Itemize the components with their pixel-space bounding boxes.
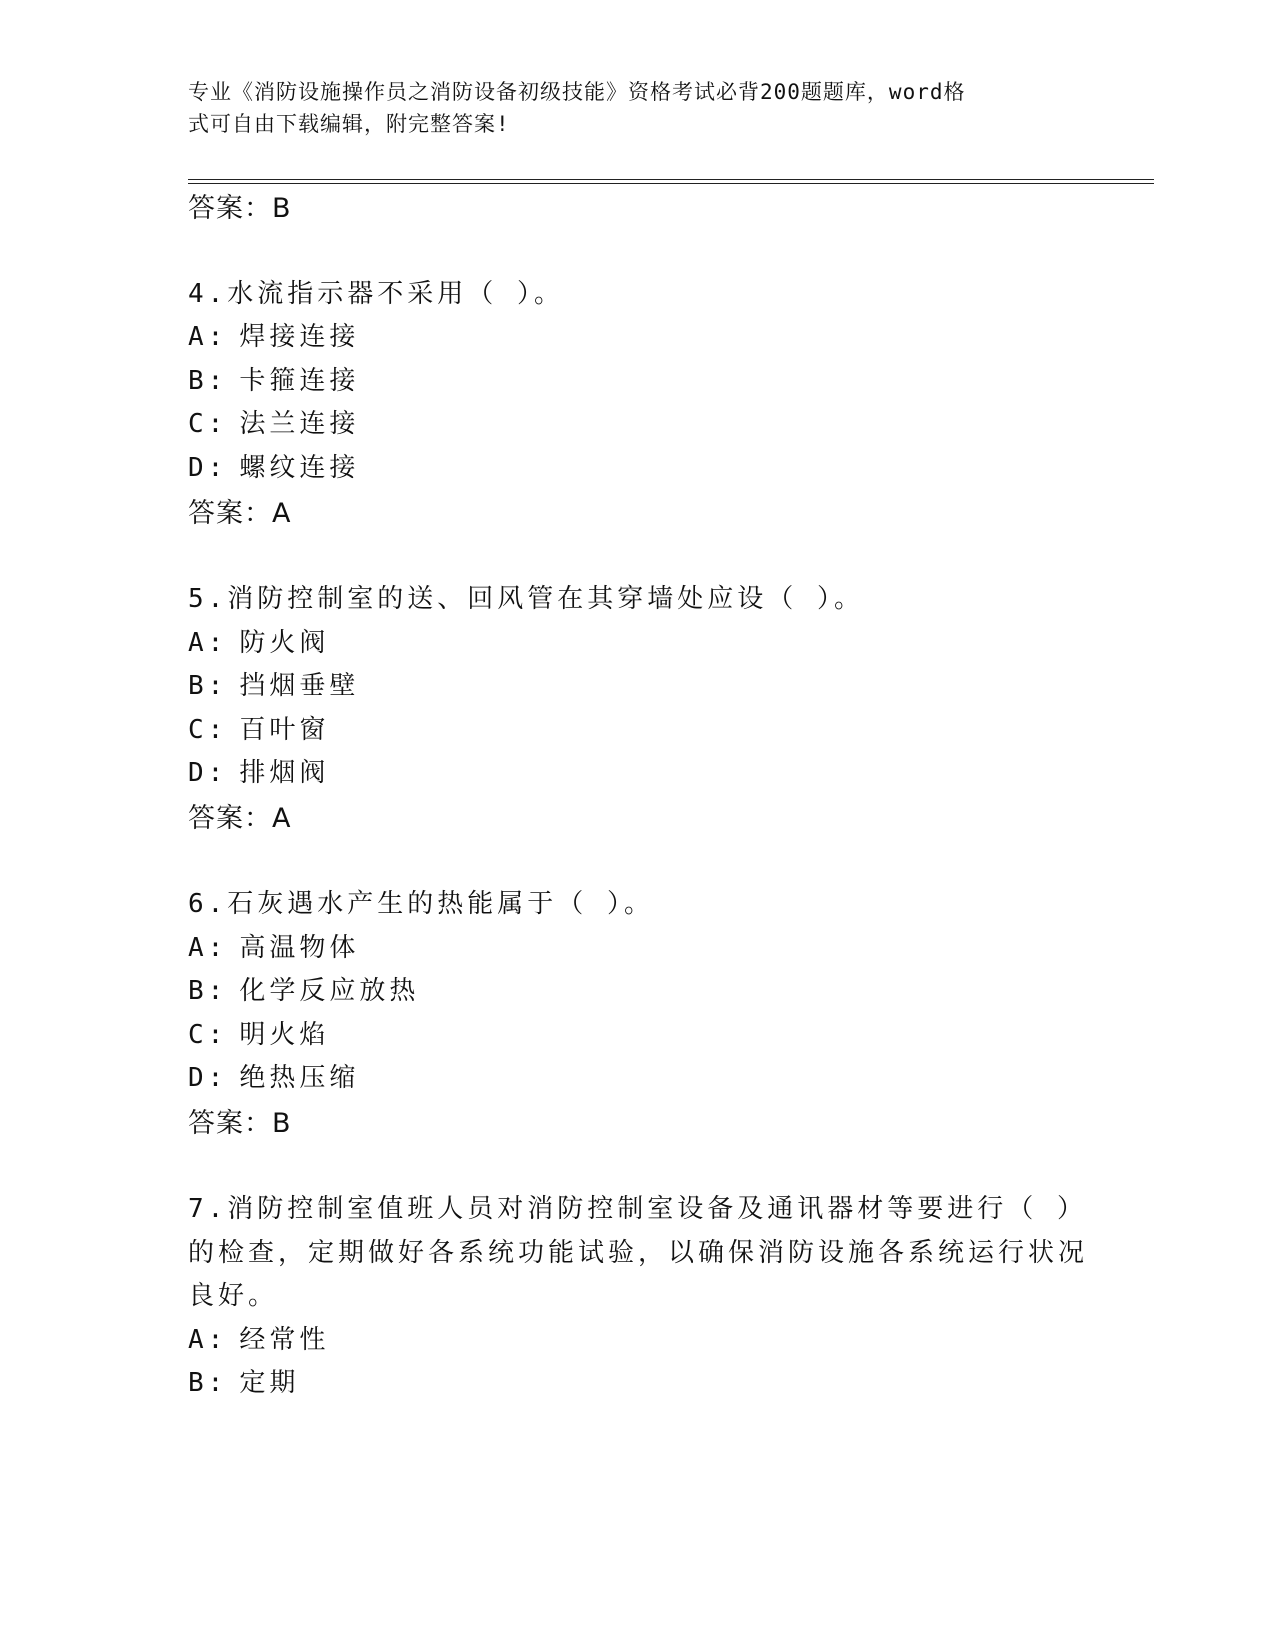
- previous-answer: 答案：B: [188, 193, 292, 224]
- question-7-option-a: [188, 1319, 329, 1356]
- header-divider-top: [188, 179, 1154, 180]
- option-text: 挡烟垂壁: [239, 671, 360, 701]
- option-letter: B:: [188, 1368, 228, 1398]
- question-5-option-d: [188, 752, 329, 789]
- header-line-2: 式可自由下载编辑，附完整答案!: [188, 112, 510, 136]
- question-4-option-b: [188, 360, 359, 397]
- question-4-option-d: [188, 447, 359, 484]
- option-letter: A:: [188, 1325, 228, 1355]
- question-6-option-a: [188, 927, 359, 964]
- option-letter: A:: [188, 628, 228, 658]
- question-5-answer: 答案：A: [188, 803, 292, 834]
- option-letter: B:: [188, 366, 228, 396]
- question-4-option-c: [188, 403, 359, 440]
- option-text: 定期: [239, 1368, 300, 1398]
- option-text: 经常性: [239, 1325, 330, 1355]
- question-7-stem-line-2: 的检查，定期做好各系统功能试验，以确保消防设施各系统运行状况: [188, 1238, 1089, 1268]
- question-4-option-a: [188, 316, 359, 353]
- option-letter: A:: [188, 322, 228, 352]
- question-6-option-d: [188, 1057, 359, 1094]
- option-text: 卡箍连接: [239, 366, 360, 396]
- question-4-stem: 4.水流指示器不采用（ ）。: [188, 279, 564, 309]
- question-5-option-b: [188, 665, 359, 702]
- document-header: [188, 76, 1068, 140]
- option-letter: B:: [188, 976, 228, 1006]
- option-text: 螺纹连接: [239, 453, 360, 483]
- option-text: 法兰连接: [239, 409, 360, 439]
- question-6-stem: 6.石灰遇水产生的热能属于（ ）。: [188, 889, 654, 919]
- question-6-option-c: [188, 1014, 329, 1051]
- option-letter: D:: [188, 453, 228, 483]
- question-7-stem-line-3: 良好。: [188, 1281, 279, 1311]
- option-letter: C:: [188, 715, 228, 745]
- option-text: 明火焰: [239, 1020, 330, 1050]
- question-5-option-a: [188, 622, 329, 659]
- option-letter: B:: [188, 671, 228, 701]
- question-4-answer: 答案：A: [188, 498, 292, 529]
- option-text: 排烟阀: [239, 758, 330, 788]
- question-5-option-c: [188, 709, 329, 746]
- option-text: 焊接连接: [239, 322, 360, 352]
- option-text: 防火阀: [239, 628, 330, 658]
- question-7-stem-line-1: 7.消防控制室值班人员对消防控制室设备及通讯器材等要进行（ ）: [188, 1194, 1087, 1224]
- question-6-answer: 答案：B: [188, 1108, 292, 1139]
- option-letter: D:: [188, 758, 228, 788]
- question-7-option-b: [188, 1362, 299, 1399]
- question-5-stem: 5.消防控制室的送、回风管在其穿墙处应设（ ）。: [188, 584, 864, 614]
- question-6-option-b: [188, 970, 419, 1007]
- header-line-1: 专业《消防设施操作员之消防设备初级技能》资格考试必背200题题库，word格: [188, 80, 966, 104]
- option-letter: C:: [188, 1020, 228, 1050]
- option-letter: C:: [188, 409, 228, 439]
- option-text: 化学反应放热: [239, 976, 420, 1006]
- option-letter: D:: [188, 1063, 228, 1093]
- option-text: 绝热压缩: [239, 1063, 360, 1093]
- header-divider-bottom: [188, 183, 1154, 184]
- option-text: 高温物体: [239, 933, 360, 963]
- option-letter: A:: [188, 933, 228, 963]
- option-text: 百叶窗: [239, 715, 330, 745]
